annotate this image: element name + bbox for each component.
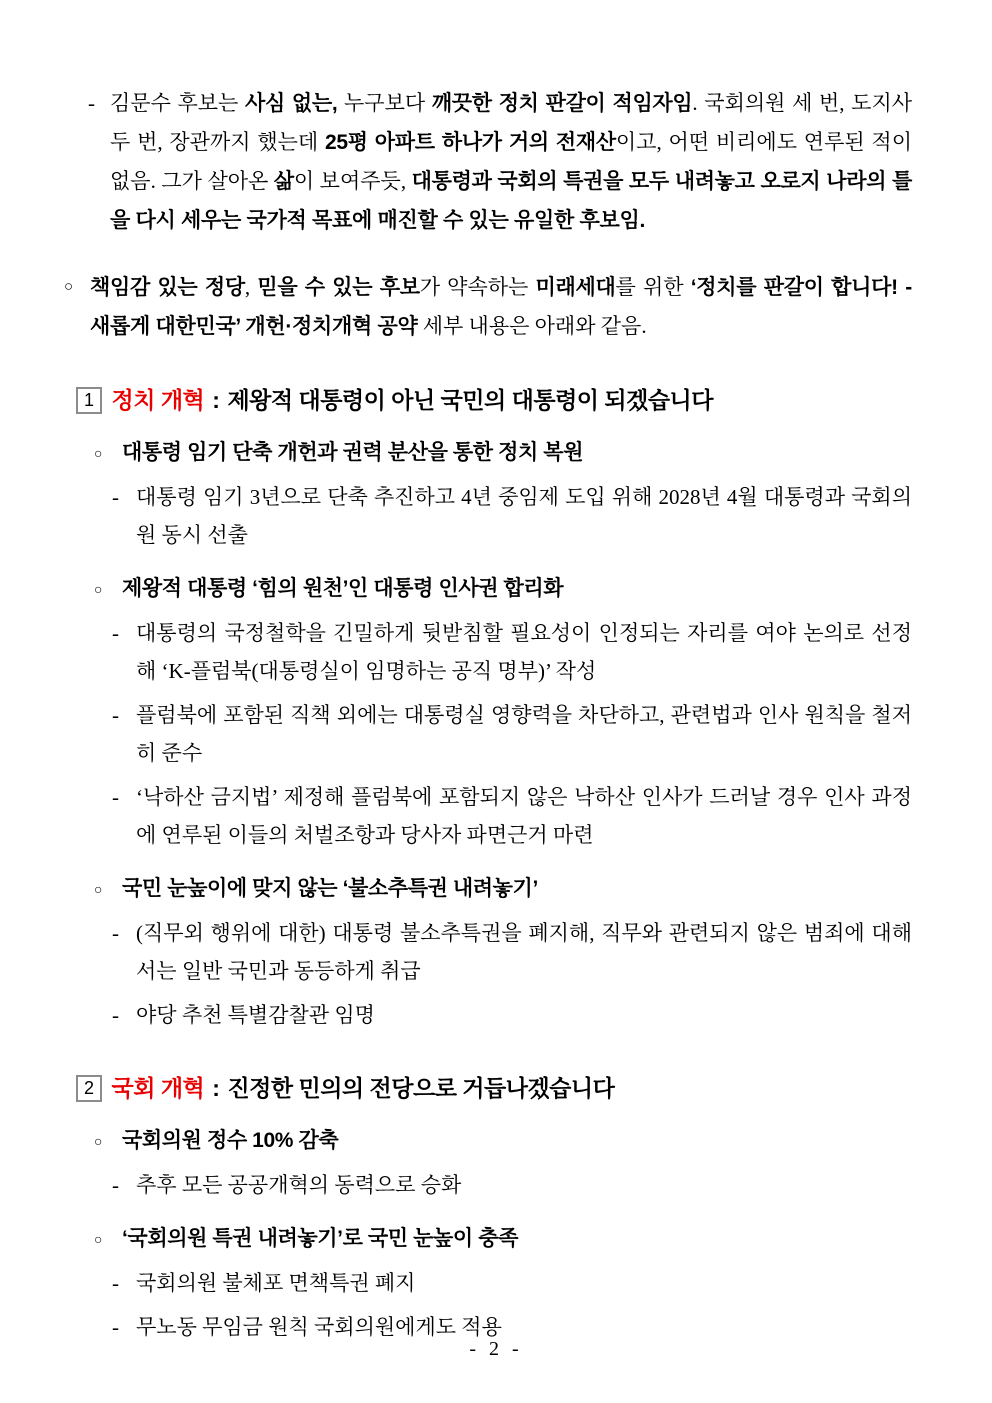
circle-bullet: ○ xyxy=(94,445,103,461)
circle-bullet: ○ xyxy=(94,1231,103,1247)
item-point: 대통령 임기 3년으로 단축 추진하고 4년 중임제 도입 위해 2028년 4월 대통령과 국회의원 동시 선출 xyxy=(136,485,912,547)
item-heading-row xyxy=(94,1122,912,1160)
circle-bullet: ○ xyxy=(94,1133,103,1149)
intro-dash-text: 김문수 후보는 사심 없는, 누구보다 깨끗한 정치 판갈이 적임자임. 국회의원 세 번, 도지사 두 번, 장관까지 했는데 25평 아파트 하나가 거의 전재산이고, 어떤 비리에도 연루된 적이 없음. 그가 살아온 삶이 보여주듯, 대통령과 국회의 특권을 모두 내려놓고 오로지 나라의 틀을 다시 세우는 국가적 목표에 매진할 수 있는 유일한 후보임. xyxy=(110,91,913,232)
dash-bullet: - xyxy=(112,1271,119,1295)
section-2-heading xyxy=(76,1070,992,1106)
item-heading-row xyxy=(94,870,912,908)
item-point: ‘낙하산 금지법’ 제정해 플럼북에 포함되지 않은 낙하산 인사가 드러날 경우 인사 과정에 연루된 이들의 처벌조항과 당사자 파면근거 마련 xyxy=(136,785,912,847)
section-1-title: 정치 개혁 xyxy=(111,387,205,413)
item-point: 플럼북에 포함된 직책 외에는 대통령실 영향력을 차단하고, 관련법과 인사 원칙을 철저히 준수 xyxy=(136,703,912,765)
item-heading-row xyxy=(94,434,912,472)
item-point-row xyxy=(112,914,912,990)
item-heading-row xyxy=(94,570,912,608)
intro-circle-text: 책임감 있는 정당, 믿을 수 있는 후보가 약속하는 미래세대를 위한 ‘정치를 판갈이 합니다! - 새롭게 대한민국’ 개헌·정치개혁 공약 세부 내용은 아래와 같음. xyxy=(90,275,912,338)
item-heading: 제왕적 대통령 ‘힘의 원천’인 대통령 인사권 합리화 xyxy=(122,577,564,600)
item-heading: 국회의원 정수 10% 감축 xyxy=(122,1129,339,1152)
item-point-row xyxy=(112,696,912,772)
section-2-subtitle: 진정한 민의의 전당으로 거듭나겠습니다 xyxy=(227,1075,615,1101)
item-heading: 대통령 임기 단축 개헌과 권력 분산을 통한 정치 복원 xyxy=(122,441,584,464)
item-point: 국회의원 불체포 면책특권 폐지 xyxy=(136,1271,416,1295)
intro-circle-paragraph xyxy=(64,268,912,346)
item-point: (직무외 행위에 대한) 대통령 불소추특권을 폐지해, 직무와 관련되지 않은 범죄에 대해서는 일반 국민과 동등하게 취급 xyxy=(136,921,912,983)
section-1-colon: : xyxy=(212,387,220,413)
section-1-subtitle: 제왕적 대통령이 아닌 국민의 대통령이 되겠습니다 xyxy=(227,387,713,413)
item-heading-row xyxy=(94,1220,912,1258)
dash-bullet: - xyxy=(112,1315,119,1339)
page-number: - 2 - xyxy=(469,1338,523,1360)
item-point-row xyxy=(112,478,912,554)
dash-bullet: - xyxy=(112,785,119,809)
dash-bullet: - xyxy=(112,921,119,945)
section-2-title: 국회 개혁 xyxy=(111,1075,205,1101)
section-1-number-box: 1 xyxy=(76,387,102,414)
item-heading: 국민 눈높이에 맞지 않는 ‘불소추특권 내려놓기’ xyxy=(122,877,538,900)
intro-dash-paragraph xyxy=(88,84,912,240)
circle-bullet: ○ xyxy=(94,881,103,897)
circle-bullet: ○ xyxy=(64,279,74,295)
item-point-row xyxy=(112,1166,912,1204)
dash-bullet: - xyxy=(112,1003,119,1027)
dash-bullet: - xyxy=(112,621,119,645)
item-point-row xyxy=(112,996,912,1034)
section-2-colon: : xyxy=(212,1075,220,1101)
dash-bullet: - xyxy=(88,91,95,115)
dash-bullet: - xyxy=(112,703,119,727)
item-point: 무노동 무임금 원칙 국회의원에게도 적용 xyxy=(136,1315,502,1339)
item-point: 대통령의 국정철학을 긴밀하게 뒷받침할 필요성이 인정되는 자리를 여야 논의로 선정해 ‘K-플럼북(대통령실이 임명하는 공직 명부)’ 작성 xyxy=(136,621,912,683)
item-point-row xyxy=(112,778,912,854)
item-heading: ‘국회의원 특권 내려놓기’로 국민 눈높이 충족 xyxy=(122,1227,518,1250)
item-point: 야당 추천 특별감찰관 임명 xyxy=(136,1003,375,1027)
item-point-row xyxy=(112,614,912,690)
section-2-number-box: 2 xyxy=(76,1075,102,1102)
circle-bullet: ○ xyxy=(94,581,103,597)
item-point: 추후 모든 공공개혁의 동력으로 승화 xyxy=(136,1173,462,1197)
item-point-row xyxy=(112,1264,912,1302)
section-1-heading xyxy=(76,382,992,418)
dash-bullet: - xyxy=(112,1173,119,1197)
dash-bullet: - xyxy=(112,485,119,509)
